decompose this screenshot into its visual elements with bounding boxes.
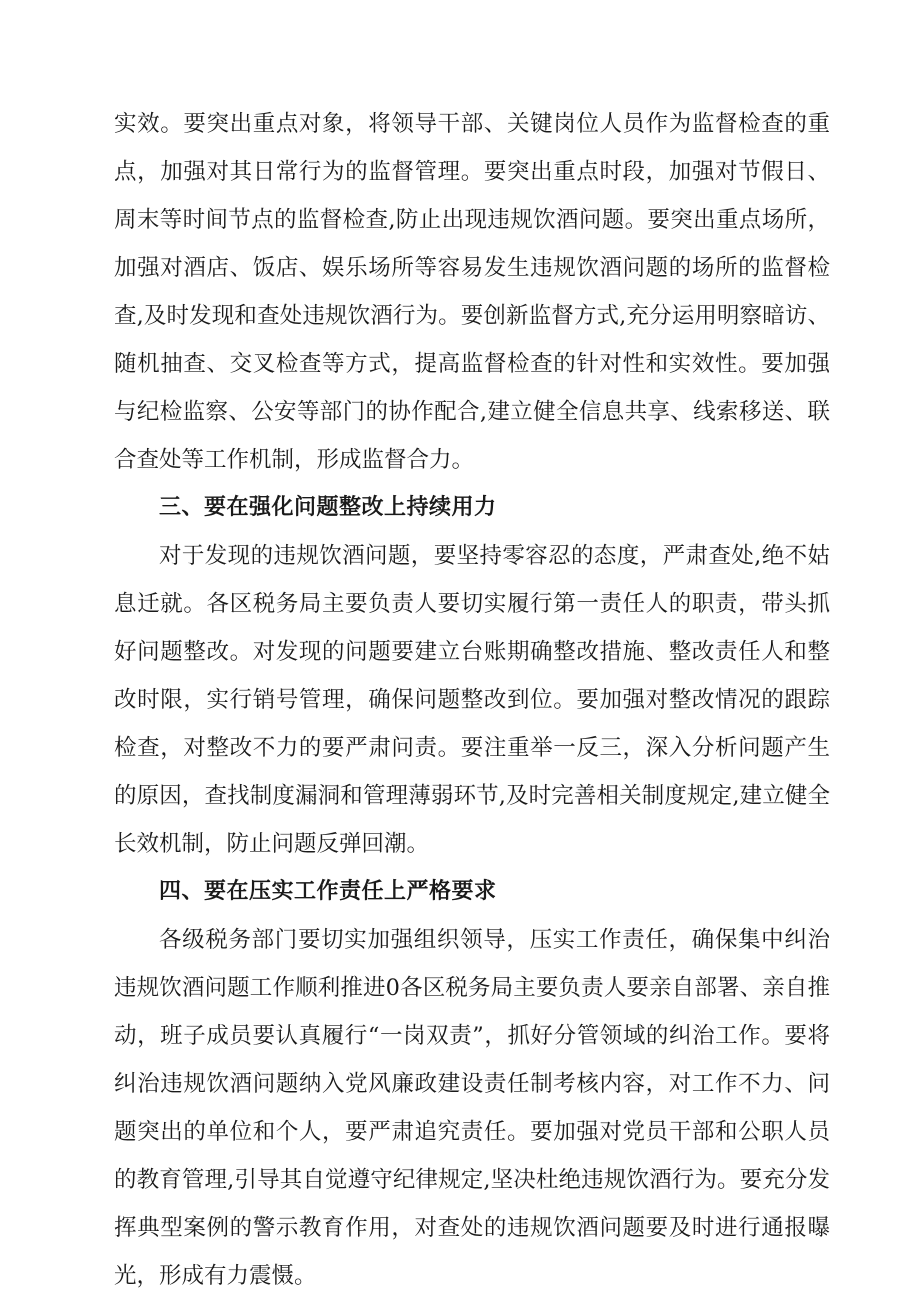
document-body — [114, 100, 830, 1300]
paragraph-supervision-continued: 实效。要突出重点对象，将领导干部、关键岗位人员作为监督检查的重点，加强对其日常行为的监督管理。要突出重点时段，加强对节假日、周末等时间节点的监督检查,防止出现违规饮酒问题。要突出重点场所，加强对酒店、饭店、娱乐场所等容易发生违规饮酒问题的场所的监督检查,及时发现和查处违规饮酒行为。要创新监督方式,充分运用明察暗访、随机抽查、交叉检查等方式，提高监督检查的针对性和实效性。要加强与纪检监察、公安等部门的协作配合,建立健全信息共享、线索移送、联合查处等工作机制，形成监督合力。 — [114, 111, 830, 473]
section-heading-three: 三、要在强化问题整改上持续用力 — [159, 495, 497, 520]
paragraph-rectification: 对于发现的违规饮酒问题，要坚持零容忍的态度，严肃查处,绝不姑息迁就。各区税务局主要负责人要切实履行第一责任人的职责，带头抓好问题整改。对发现的问题要建立台账期确整改措施、整改责任人和整改时限，实行销号管理，确保问题整改到位。要加强对整改情况的跟踪检查，对整改不力的要严肃问责。要注重举一反三，深入分析问题产生的原因，查找制度漏洞和管理薄弱环节,及时完善相关制度规定,建立健全长效机制，防止问题反弹回潮。 — [114, 543, 830, 857]
paragraph-responsibility: 各级税务部门要切实加强组织领导，压实工作责任，确保集中纠治违规饮酒问题工作顺利推进0各区税务局主要负责人要亲自部署、亲自推动，班子成员要认真履行“一岗双责”，抓好分管领域的纠治工作。要将纠治违规饮酒问题纳入党风廉政建设责任制考核内容，对工作不力、问题突出的单位和个人，要严肃追究责任。要加强对党员干部和公职人员的教育管理,引导其自觉遵守纪律规定,坚决杜绝违规饮酒行为。要充分发挥典型案例的警示教育作用，对查处的违规饮酒问题要及时进行通报曝光，形成有力震慑。 — [114, 927, 830, 1289]
section-heading-four: 四、要在压实工作责任上严格要求 — [159, 879, 497, 904]
